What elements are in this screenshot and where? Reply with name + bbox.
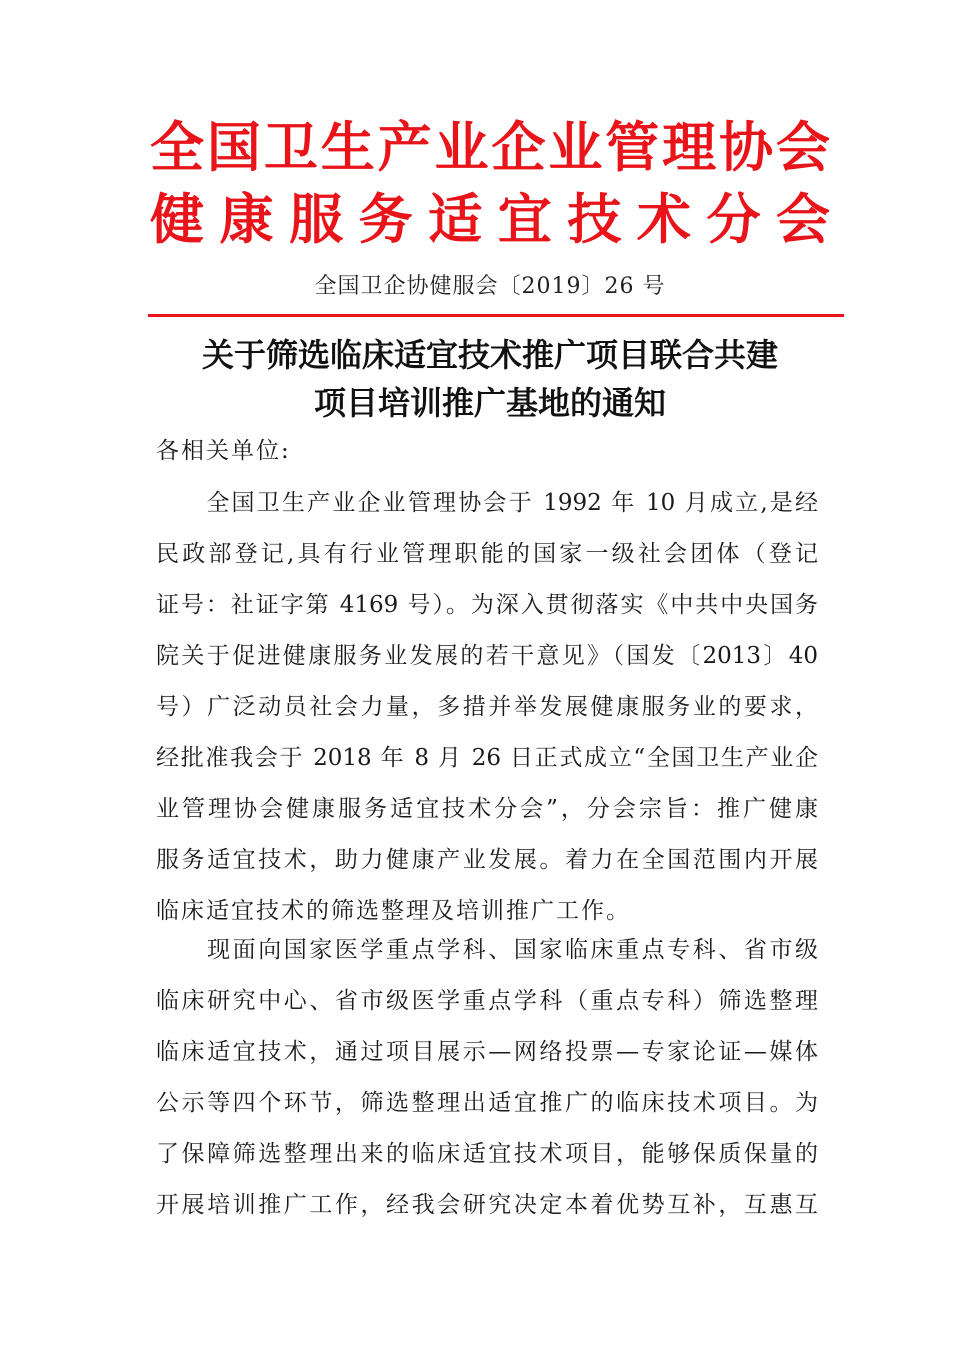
salutation: 各相关单位: (156, 438, 291, 464)
paragraph-line: 民政部登记,具有行业管理职能的国家一级社会团体（登记 (156, 541, 818, 567)
paragraph-line: 院关于促进健康服务业发展的若干意见》（国发〔2013〕40 (156, 643, 818, 669)
paragraph-line: 服务适宜技术，助力健康产业发展。着力在全国范围内开展 (156, 847, 818, 873)
body-paragraph-1 (156, 485, 818, 944)
paragraph-line: 临床适宜技术的筛选整理及培训推广工作。 (156, 898, 631, 924)
body-paragraph-2 (156, 932, 818, 1238)
paragraph-line: 临床适宜技术，通过项目展示—网络投票—专家论证—媒体 (156, 1039, 818, 1065)
document-number: 全国卫企协健服会〔2019〕26 号 (314, 274, 666, 299)
paragraph-line: 业管理协会健康服务适宜技术分会”，分会宗旨：推广健康 (156, 796, 818, 822)
organization-name-line-2: 健康服务适宜技术分会 (150, 188, 830, 251)
paragraph-line: 了保障筛选整理出来的临床适宜技术项目，能够保质保量的 (156, 1141, 818, 1167)
paragraph-line: 开展培训推广工作，经我会研究决定本着优势互补，互惠互 (156, 1192, 818, 1218)
paragraph-line: 号）广泛动员社会力量，多措并举发展健康服务业的要求， (156, 694, 818, 720)
organization-name-line-1: 全国卫生产业企业管理协会 (150, 116, 830, 179)
paragraph-line: 现面向国家医学重点学科、国家临床重点专科、省市级 (156, 937, 818, 963)
header-divider (148, 314, 844, 317)
paragraph-line: 临床研究中心、省市级医学重点学科（重点专科）筛选整理 (156, 988, 818, 1014)
notice-title-line-2: 项目培训推广基地的通知 (313, 384, 666, 422)
paragraph-line: 证号：社证字第 4169 号）。为深入贯彻落实《中共中央国务 (156, 592, 818, 618)
paragraph-line: 全国卫生产业企业管理协会于 1992 年 10 月成立,是经 (156, 490, 818, 516)
notice-title-line-1: 关于筛选临床适宜技术推广项目联合共建 (201, 336, 778, 374)
paragraph-line: 公示等四个环节，筛选整理出适宜推广的临床技术项目。为 (156, 1090, 818, 1116)
paragraph-line: 经批准我会于 2018 年 8 月 26 日正式成立“全国卫生产业企 (156, 745, 818, 771)
